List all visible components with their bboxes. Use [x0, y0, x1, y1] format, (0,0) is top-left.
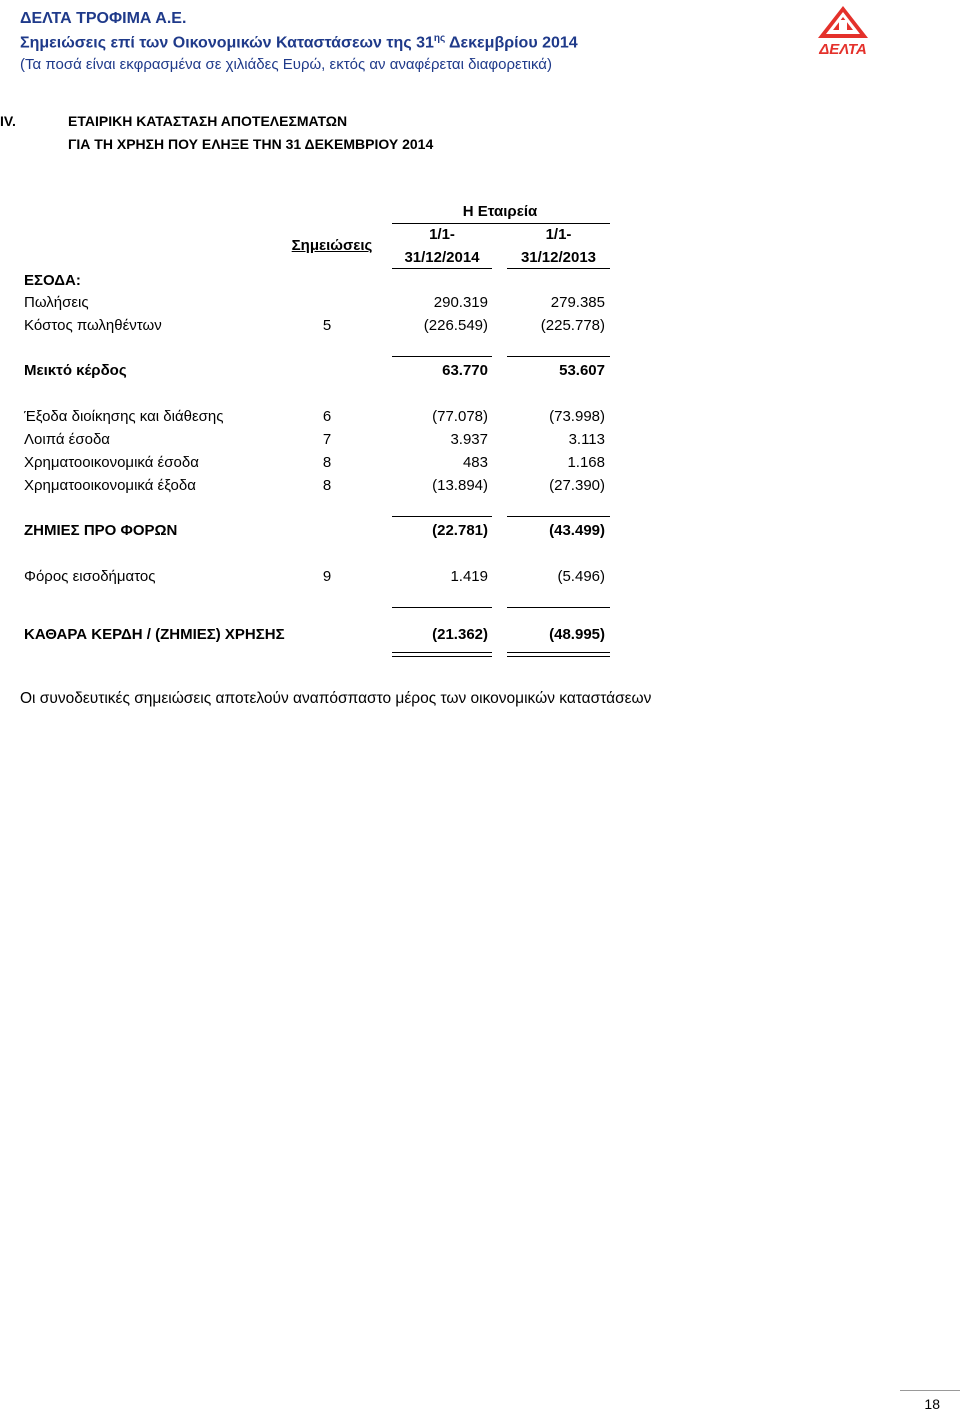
- row-label-other-income: Λοιπά έσοδα: [24, 431, 110, 448]
- row-value-2014-income-tax: 1.419: [450, 568, 488, 585]
- row-label-income-tax: Φόρος εισοδήματος: [24, 568, 156, 585]
- subtotal-line-2014: [392, 356, 492, 357]
- footer-note: Οι συνοδευτικές σημειώσεις αποτελούν αναπόσπαστο μέρος των οικονομικών καταστάσεων: [20, 690, 652, 707]
- row-value-2013-finance-income: 1.168: [567, 454, 605, 471]
- subtitle-date: Δεκεμβρίου 2014: [445, 34, 578, 52]
- document-subtitle: [20, 33, 578, 52]
- subtotal-line-2013-net: [507, 607, 610, 608]
- company-column-group-header: Η Εταιρεία: [462, 203, 538, 220]
- col-2014-header-underline: [392, 268, 492, 269]
- row-value-2014-finance-income: 483: [462, 454, 488, 471]
- amounts-note: (Τα ποσά είναι εκφρασμένα σε χιλιάδες Ευρώ, εκτός αν αναφέρεται διαφορετικά): [20, 56, 552, 73]
- subtotal-line-2014-pretax: [392, 516, 492, 517]
- row-value-2014-loss-before-tax: (22.781): [432, 522, 488, 539]
- logo-text: ΔΕΛΤΑ: [819, 41, 867, 56]
- row-label-gross-profit: Μεικτό κέρδος: [24, 362, 127, 379]
- col-2013-header-line1: 1/1-: [545, 226, 572, 243]
- subtotal-line-2014-net: [392, 607, 492, 608]
- page-number-rule: [900, 1390, 960, 1391]
- col-2013-header-underline: [507, 268, 610, 269]
- section-title-line1: ΕΤΑΙΡΙΚΗ ΚΑΤΑΣΤΑΣΗ ΑΠΟΤΕΛΕΣΜΑΤΩΝ: [68, 113, 348, 129]
- col-2014-header-line2: 31/12/2014: [404, 249, 480, 266]
- col-2014-header-line1: 1/1-: [429, 226, 455, 243]
- row-note-cost-of-sales: 5: [322, 317, 332, 334]
- row-value-2014-other-income: 3.937: [450, 431, 488, 448]
- row-label-finance-income: Χρηματοοικονομικά έσοδα: [24, 454, 199, 471]
- row-label-net-result: ΚΑΘΑΡΑ ΚΕΡΔΗ / (ΖΗΜΙΕΣ) ΧΡΗΣΗΣ: [24, 626, 285, 643]
- row-value-2014-finance-expenses: (13.894): [432, 477, 488, 494]
- row-value-2013-finance-expenses: (27.390): [549, 477, 605, 494]
- page-number: 18: [924, 1396, 940, 1412]
- row-value-2013-cost-of-sales: (225.778): [540, 317, 605, 334]
- row-note-admin-selling-expenses: 6: [322, 408, 332, 425]
- row-note-finance-income: 8: [322, 454, 332, 471]
- group-header-underline: [392, 223, 610, 224]
- row-value-2013-net-result: (48.995): [549, 626, 605, 643]
- row-note-other-income: 7: [322, 431, 332, 448]
- row-value-2013-other-income: 3.113: [568, 431, 605, 448]
- row-value-2013-admin-selling-expenses: (73.998): [549, 408, 605, 425]
- row-value-2014-gross-profit: 63.770: [442, 362, 488, 379]
- row-value-2014-cost-of-sales: (226.549): [423, 317, 488, 334]
- row-note-income-tax: 9: [322, 568, 332, 585]
- row-value-2013-income-tax: (5.496): [557, 568, 605, 585]
- revenue-section-label: ΕΣΟΔΑ:: [24, 272, 81, 289]
- row-label-admin-selling-expenses: Έξοδα διοίκησης και διάθεσης: [24, 408, 224, 425]
- subtotal-line-2013-pretax: [507, 516, 610, 517]
- col-2013-header-line2: 31/12/2013: [520, 249, 597, 266]
- section-title-line2: ΓΙΑ ΤΗ ΧΡΗΣΗ ΠΟΥ ΕΛΗΞΕ ΤΗΝ 31 ΔΕΚΕΜΒΡΙΟΥ 2014: [68, 136, 434, 152]
- total-double-line-2013: [507, 652, 610, 657]
- notes-column-header: Σημειώσεις: [291, 237, 373, 254]
- total-double-line-2014: [392, 652, 492, 657]
- row-label-cost-of-sales: Κόστος πωληθέντων: [24, 317, 162, 334]
- section-number: IV.: [0, 113, 16, 129]
- row-value-2014-sales: 290.319: [433, 294, 488, 311]
- row-value-2013-loss-before-tax: (43.499): [549, 522, 605, 539]
- subtitle-superscript: ης: [433, 33, 446, 44]
- row-label-loss-before-tax: ΖΗΜΙΕΣ ΠΡΟ ΦΟΡΩΝ: [24, 522, 178, 539]
- row-label-finance-expenses: Χρηματοοικονομικά έξοδα: [24, 477, 196, 494]
- row-value-2014-net-result: (21.362): [432, 626, 488, 643]
- subtotal-line-2013: [507, 356, 610, 357]
- row-value-2013-gross-profit: 53.607: [559, 362, 605, 379]
- row-value-2014-admin-selling-expenses: (77.078): [432, 408, 488, 425]
- delta-logo: [806, 4, 880, 56]
- row-note-finance-expenses: 8: [322, 477, 332, 494]
- company-name: ΔΕΛΤΑ ΤΡΟΦΙΜΑ Α.Ε.: [20, 10, 187, 27]
- row-value-2013-sales: 279.385: [550, 294, 605, 311]
- row-label-sales: Πωλήσεις: [24, 294, 89, 311]
- subtitle-text: Σημειώσεις επί των Οικονομικών Καταστάσεων της 31: [20, 34, 434, 52]
